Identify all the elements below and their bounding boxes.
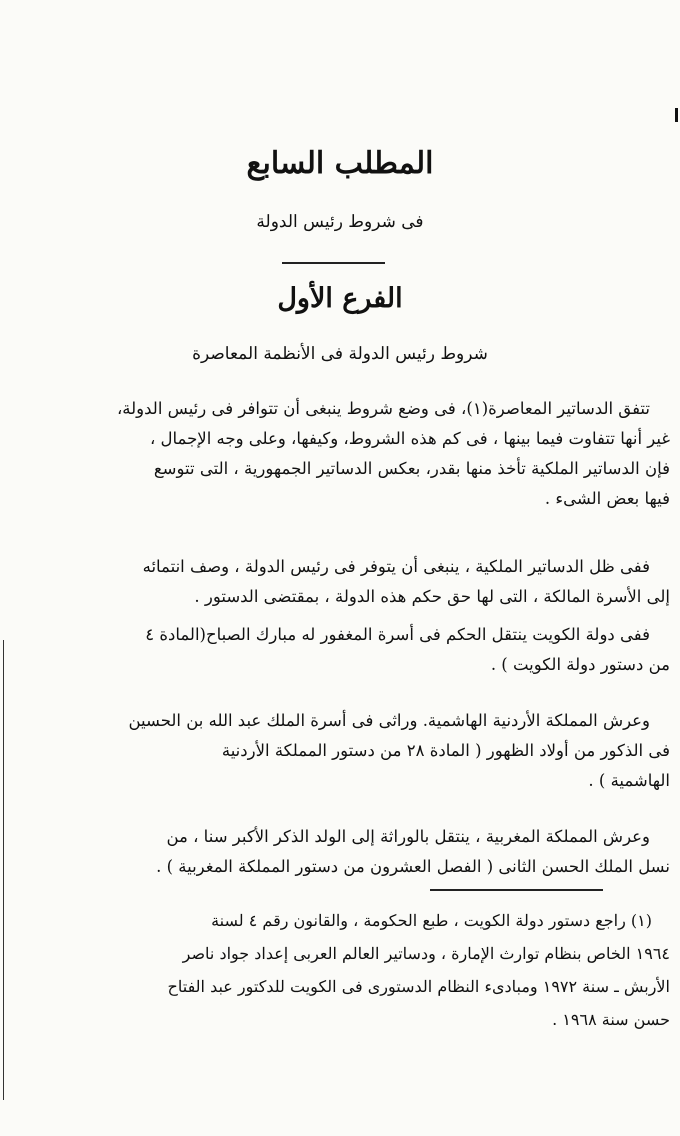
scan-edge-mark	[675, 108, 678, 122]
text-line: من دستور دولة الكويت ) .	[490, 655, 670, 674]
footnote	[60, 904, 670, 1036]
chapter-heading: المطلب السابع	[246, 146, 434, 181]
text-line: نسل الملك الحسن الثانى ( الفصل العشرون من دستور المملكة المغربية ) .	[156, 857, 670, 876]
text-line: غير أنها تتفاوت فيما بينها ، فى كم هذه الشروط، وكيفها، وعلى وجه الإجمال ،	[149, 429, 670, 448]
footnote-line: (١) راجع دستور دولة الكويت ، طبع الحكومة ، والقانون رقم ٤ لسنة	[211, 911, 652, 930]
text-line: فى الذكور من أولاد الظهور ( المادة ٢٨ من دستور المملكة الأردنية	[221, 741, 670, 760]
text-line: وعرش المملكة الأردنية الهاشمية. وراثى فى أسرة الملك عبد الله بن الحسين	[128, 711, 650, 730]
paragraph-3	[76, 620, 670, 680]
text-line: وعرش المملكة المغربية ، ينتقل بالوراثة إلى الولد الذكر الأكبر سنا ، من	[166, 827, 650, 846]
text-line: ففى دولة الكويت ينتقل الحكم فى أسرة المغفور له مبارك الصباح(المادة ٤	[145, 625, 650, 644]
text-line: فيها بعض الشىء .	[544, 489, 670, 508]
paragraph-5	[76, 822, 670, 882]
footnote-divider	[430, 889, 603, 891]
text-line: ففى ظل الدساتير الملكية ، ينبغى أن يتوفر فى رئيس الدولة ، وصف انتمائه	[142, 557, 650, 576]
paragraph-1	[76, 394, 670, 514]
footnote-line: حسن سنة ١٩٦٨ .	[552, 1010, 670, 1029]
footnote-line: ١٩٦٤ الخاص بنظام توارث الإمارة ، ودساتير العالم العربى إعداد جواد ناصر	[182, 944, 670, 963]
text-line: فإن الدساتير الملكية تأخذ منها بقدر، بعكس الدساتير الجمهورية ، التى تتوسع	[153, 459, 670, 478]
scan-margin-line	[3, 640, 4, 1100]
text-line: تتفق الدساتير المعاصرة(١)، فى وضع شروط ينبغى أن تتوافر فى رئيس الدولة،	[116, 399, 650, 418]
text-line: الهاشمية ) .	[588, 771, 670, 790]
footnote-line: الأربش ـ سنة ١٩٧٢ ومبادىء النظام الدستورى فى الكويت للدكتور عبد الفتاح	[167, 977, 670, 996]
chapter-subheading: فى شروط رئيس الدولة	[256, 212, 424, 232]
heading-divider	[282, 262, 385, 264]
section-subtitle: شروط رئيس الدولة فى الأنظمة المعاصرة	[192, 344, 488, 364]
paragraph-2	[76, 552, 670, 612]
paragraph-4	[76, 706, 670, 796]
text-line: إلى الأسرة المالكة ، التى لها حق حكم هذه الدولة ، بمقتضى الدستور .	[194, 587, 670, 606]
section-title: الفرع الأول	[277, 283, 403, 314]
